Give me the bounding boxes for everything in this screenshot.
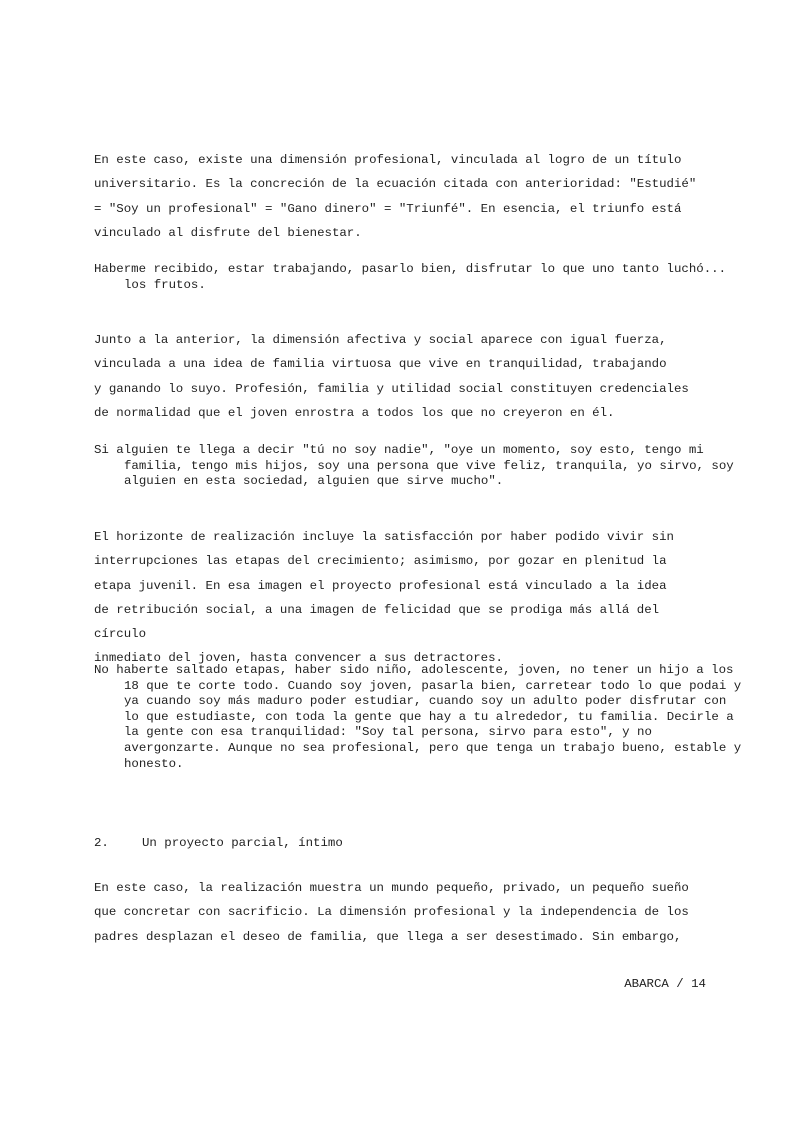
quote-haberme-recibido: Haberme recibido, estar trabajando, pasarlo bien, disfrutar lo que uno tanto luchó... los frutos. xyxy=(94,262,727,292)
section-title: Un proyecto parcial, íntimo xyxy=(142,836,343,850)
page-footer: ABARCA / 14 xyxy=(624,977,706,991)
section-heading xyxy=(94,835,343,851)
quote-no-haberte-saltado: No haberte saltado etapas, haber sido niño, adolescente, joven, no tener un hijo a los 18 que te corte todo. Cuando soy joven, pasarla bien, carretear todo lo que podai y ya cuando soy más maduro poder estudiar, cuando soy un adulto poder disfrutar con lo que estudiaste, con toda la gente que hay a tu alrededor, tu familia. Decirle a la gente con esa tranquilidad: "Soy tal persona, sirvo para esto", y no avergonzarte. Aunque no sea profesional, pero que tenga un trabajo bueno, estable y honesto. xyxy=(94,663,742,771)
section-number: 2. xyxy=(94,836,109,850)
paragraph-professional-dimension: En este caso, existe una dimensión profesional, vinculada al logro de un título universitario. Es la concreción de la ecuación citada con anterioridad: "Estudié" = "Soy un profesional" = "Gano dinero" = "Triunfé". En esencia, el triunfo está vinculado al disfrute del bienestar. xyxy=(94,153,697,240)
paragraph-affective-dimension: Junto a la anterior, la dimensión afectiva y social aparece con igual fuerza, vinculada a una idea de familia virtuosa que vive en tranquilidad, trabajando y ganando lo suyo. Profesión, familia y utilidad social constituyen credenciales de normalidad que el joven enrostra a todos los que no creyeron en él. xyxy=(94,333,689,420)
paragraph-proyecto-parcial: En este caso, la realización muestra un mundo pequeño, privado, un pequeño sueño que concretar con sacrificio. La dimensión profesional y la independencia de los padres desplazan el deseo de familia, que llega a ser desestimado. Sin embargo, xyxy=(94,881,689,944)
quote-si-alguien: Si alguien te llega a decir "tú no soy nadie", "oye un momento, soy esto, tengo mi familia, tengo mis hijos, soy una persona que vive feliz, tranquila, yo sirvo, soy alguien en esta sociedad, alguien que sirve mucho". xyxy=(94,443,734,489)
paragraph-horizonte: El horizonte de realización incluye la satisfacción por haber podido vivir sin interrupciones las etapas del crecimiento; asimismo, por gozar en plenitud la etapa juvenil. En esa imagen el proyecto profesional está vinculado a la idea de retribución social, a una imagen de felicidad que se prodiga más allá del círculo inmediato del joven, hasta convencer a sus detractores. xyxy=(94,530,674,666)
